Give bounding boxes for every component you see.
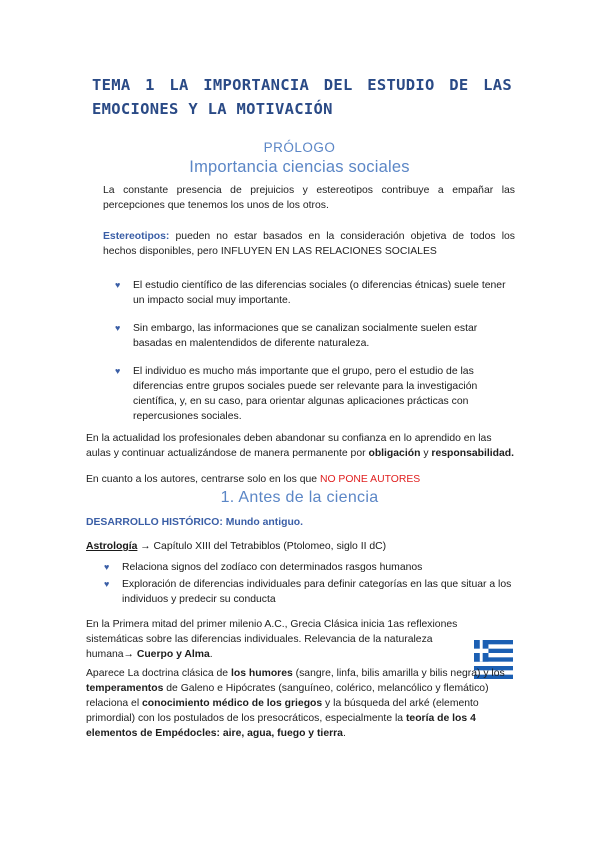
text-run: . xyxy=(342,728,346,739)
list-item-text: Sin embargo, las informaciones que se canalizan socialmente suelen estar basadas en malentendidos de diferente naturaleza. xyxy=(133,323,478,349)
list-item xyxy=(115,321,515,351)
professionals-paragraph xyxy=(86,431,516,461)
prologue-heading: PRÓLOGO xyxy=(263,140,336,155)
text-run: y xyxy=(420,448,432,459)
no-authors-warning: NO PONE AUTORES xyxy=(319,474,421,485)
text-run: En la actualidad los profesionales deben abandonar su confianza en lo aprendido en las aulas y continuar actualizándose de manera permanente por xyxy=(86,433,492,459)
history-subheading: DESARROLLO HISTÓRICO: Mundo antiguo. xyxy=(86,517,304,528)
astrology-line xyxy=(86,541,386,552)
humors-paragraph xyxy=(86,666,516,741)
heart-bullet-icon: ♥ xyxy=(115,366,121,376)
heart-bullet-icon: ♥ xyxy=(104,579,110,589)
stereotypes-term: Estereotipos: xyxy=(103,231,170,242)
bold-responsabilidad: responsabilidad. xyxy=(431,448,514,459)
bold-temperamentos: temperamentos xyxy=(86,683,164,694)
authors-note xyxy=(86,472,516,487)
heart-bullet-icon: ♥ xyxy=(104,562,110,572)
prologue-bullet-list xyxy=(115,278,515,437)
text-run: En cuanto a los autores, centrarse solo en los que xyxy=(86,474,320,485)
bold-humores: los humores xyxy=(230,668,293,679)
list-item-text: Relaciona signos del zodíaco con determinados rasgos humanos xyxy=(122,562,423,573)
list-item xyxy=(104,577,524,607)
astrology-reference: → Capítulo XIII del Tetrabiblos (Ptolomeo, siglo II dC) xyxy=(137,541,387,552)
prologue-subtitle: Importancia ciencias sociales xyxy=(189,158,410,176)
heart-bullet-icon: ♥ xyxy=(115,323,121,333)
astrology-bullet-list xyxy=(104,560,524,609)
astrology-term: Astrología xyxy=(86,541,138,552)
list-item-text: El individuo es mucho más importante que el grupo, pero el estudio de las diferencias entre grupos sociales puede ser relevante para la investigación científica, y, en su caso, para orientar algunas aplicaciones prácticas con repercusiones sociales. xyxy=(133,366,478,422)
stereotypes-definition: pueden no estar basados en la consideración objetiva de todos los hechos disponibles, pero INFLUYEN EN LAS RELACIONES SOCIALES xyxy=(103,231,515,257)
list-item-text: El estudio científico de las diferencias sociales (o diferencias étnicas) suele tener un impacto social muy importante. xyxy=(133,280,506,306)
section-heading: 1. Antes de la ciencia xyxy=(220,489,379,506)
stereotypes-paragraph xyxy=(103,229,515,259)
text-run: y la búsqueda del arké (elemento primordial) con los postulados de los presocráticos, especialmente la xyxy=(86,698,479,724)
list-item xyxy=(104,560,524,575)
bold-obligacion: obligación xyxy=(368,448,421,459)
intro-paragraph: La constante presencia de prejuicios y estereotipos contribuye a empañar las percepciones que tenemos los unos de los otros. xyxy=(103,185,515,211)
list-item-text: Exploración de diferencias individuales para definir categorías en las que situar a los individuos y predecir su conducta xyxy=(122,579,512,605)
bold-cuerpo-alma: Cuerpo y Alma xyxy=(136,649,210,660)
text-run: de Galeno e Hipócrates (sanguíneo, colérico, melancólico y flemático) relaciona el xyxy=(86,683,489,709)
document-title: TEMA 1 LA IMPORTANCIA DEL ESTUDIO DE LAS EMOCIONES Y LA MOTIVACIÓN xyxy=(92,76,512,118)
text-run: (sangre, linfa, bilis amarilla y bilis negra) y los xyxy=(292,668,505,679)
text-run: Aparece La doctrina clásica de xyxy=(86,668,231,679)
heart-bullet-icon: ♥ xyxy=(115,280,121,290)
bold-conocimiento: conocimiento médico de los griegos xyxy=(142,698,323,709)
text-run: . xyxy=(209,649,213,660)
list-item xyxy=(115,364,515,424)
greece-paragraph xyxy=(86,617,464,662)
list-item xyxy=(115,278,515,308)
bold-teoria-elementos: teoría de los 4 elementos de Empédocles: aire, agua, fuego y tierra xyxy=(86,713,476,739)
text-run: En la Primera mitad del primer milenio A.C., Grecia Clásica inicia 1as reflexiones sistemáticas sobre las diferencias individuales. Relevancia de la naturaleza humana→ xyxy=(86,619,458,660)
